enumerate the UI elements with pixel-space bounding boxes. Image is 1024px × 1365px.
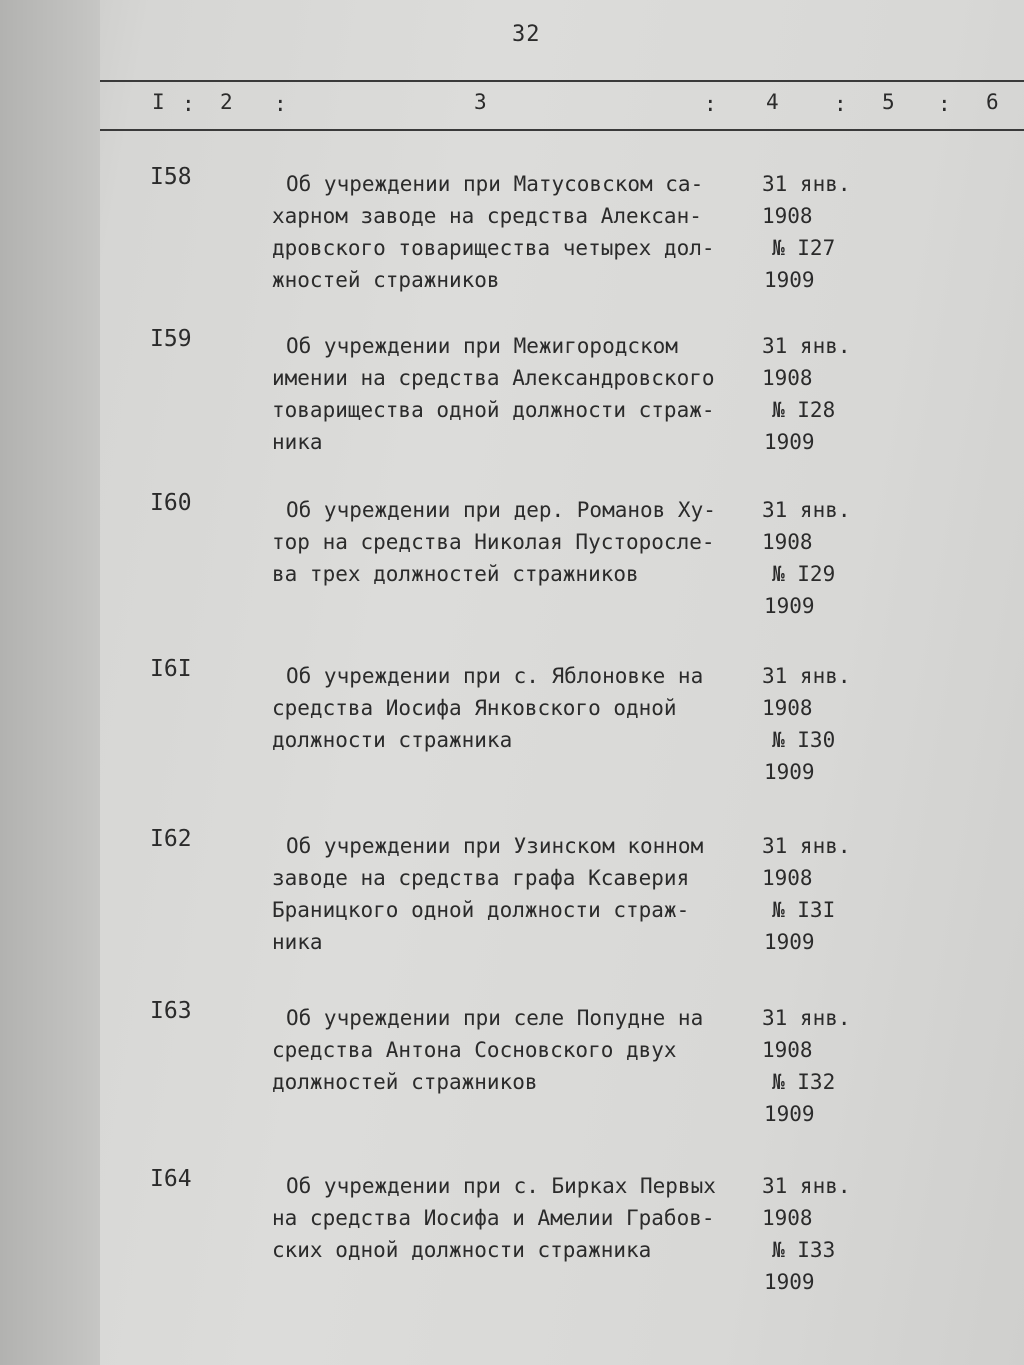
record-description [272,660,772,756]
column-separator: : [182,92,195,116]
date-day-month: 31 янв. [762,334,851,358]
record-date [762,1002,892,1130]
order-number: № I33 [772,1238,836,1262]
column-separator: : [704,92,717,116]
date-year: 1908 [762,1206,813,1230]
description-line: ника [272,930,323,954]
description-line: Об учреждении при селе Попудне на [286,1006,704,1030]
date-day-month: 31 янв. [762,172,851,196]
record-number: I58 [150,164,192,190]
date-day-month: 31 янв. [762,834,851,858]
column-number-5: 5 [882,90,895,114]
record-date [762,494,892,622]
column-separator: : [274,92,287,116]
record-number: I64 [150,1166,192,1192]
record-date [762,830,892,958]
column-separator: : [938,92,951,116]
record-number: I6I [150,656,192,682]
description-line: товарищества одной должности страж- [272,398,715,422]
description-line: дровского товарищества четырех дол- [272,236,715,260]
record-number: I63 [150,998,192,1024]
record-year: 1909 [764,1270,815,1294]
description-line: имении на средства Александровского [272,366,715,390]
date-year: 1908 [762,696,813,720]
column-number-3: 3 [474,90,487,114]
description-line: жностей стражников [272,268,500,292]
description-line: средства Антона Сосновского двух [272,1038,677,1062]
description-line: тор на средства Николая Пусторосле- [272,530,715,554]
record-date [762,330,892,458]
description-line: Браницкого одной должности страж- [272,898,690,922]
description-line: на средства Иосифа и Амелии Грабов- [272,1206,715,1230]
description-line: Об учреждении при с. Бирках Первых [286,1174,716,1198]
description-line: ских одной должности стражника [272,1238,652,1262]
record-year: 1909 [764,1102,815,1126]
order-number: № I32 [772,1070,836,1094]
header-top-rule [100,80,1024,82]
description-line: харном заводе на средства Алексан- [272,204,702,228]
record-date [762,1170,892,1298]
order-number: № I30 [772,728,836,752]
date-year: 1908 [762,866,813,890]
description-line: заводе на средства графа Ксаверия [272,866,690,890]
order-number: № I28 [772,398,836,422]
record-description [272,168,772,296]
column-number-1: I [152,90,165,114]
record-year: 1909 [764,760,815,784]
date-year: 1908 [762,204,813,228]
date-year: 1908 [762,1038,813,1062]
record-date [762,660,892,788]
record-number: I59 [150,326,192,352]
record-number: I62 [150,826,192,852]
date-day-month: 31 янв. [762,1006,851,1030]
record-date [762,168,892,296]
record-year: 1909 [764,930,815,954]
description-line: средства Иосифа Янковского одной [272,696,677,720]
header-bottom-rule [100,129,1024,131]
date-day-month: 31 янв. [762,1174,851,1198]
order-number: № I3I [772,898,836,922]
description-line: Об учреждении при Межигородском [286,334,678,358]
date-year: 1908 [762,366,813,390]
page-number: 32 [512,22,541,47]
column-separator: : [834,92,847,116]
order-number: № I29 [772,562,836,586]
description-line: должности стражника [272,728,513,752]
record-description [272,1002,772,1098]
description-line: Об учреждении при дер. Романов Ху- [286,498,716,522]
record-year: 1909 [764,268,815,292]
column-number-6: 6 [986,90,999,114]
record-description [272,830,772,958]
description-line: Об учреждении при Матусовском са- [286,172,704,196]
record-description [272,494,772,590]
page-margin-shadow [0,0,100,1365]
description-line: ва трех должностей стражников [272,562,639,586]
record-description [272,1170,772,1266]
description-line: ника [272,430,323,454]
date-year: 1908 [762,530,813,554]
record-year: 1909 [764,430,815,454]
column-number-2: 2 [220,90,233,114]
description-line: должностей стражников [272,1070,538,1094]
record-year: 1909 [764,594,815,618]
column-number-4: 4 [766,90,779,114]
record-description [272,330,772,458]
date-day-month: 31 янв. [762,498,851,522]
description-line: Об учреждении при с. Яблоновке на [286,664,704,688]
record-number: I60 [150,490,192,516]
date-day-month: 31 янв. [762,664,851,688]
order-number: № I27 [772,236,836,260]
description-line: Об учреждении при Узинском конном [286,834,704,858]
